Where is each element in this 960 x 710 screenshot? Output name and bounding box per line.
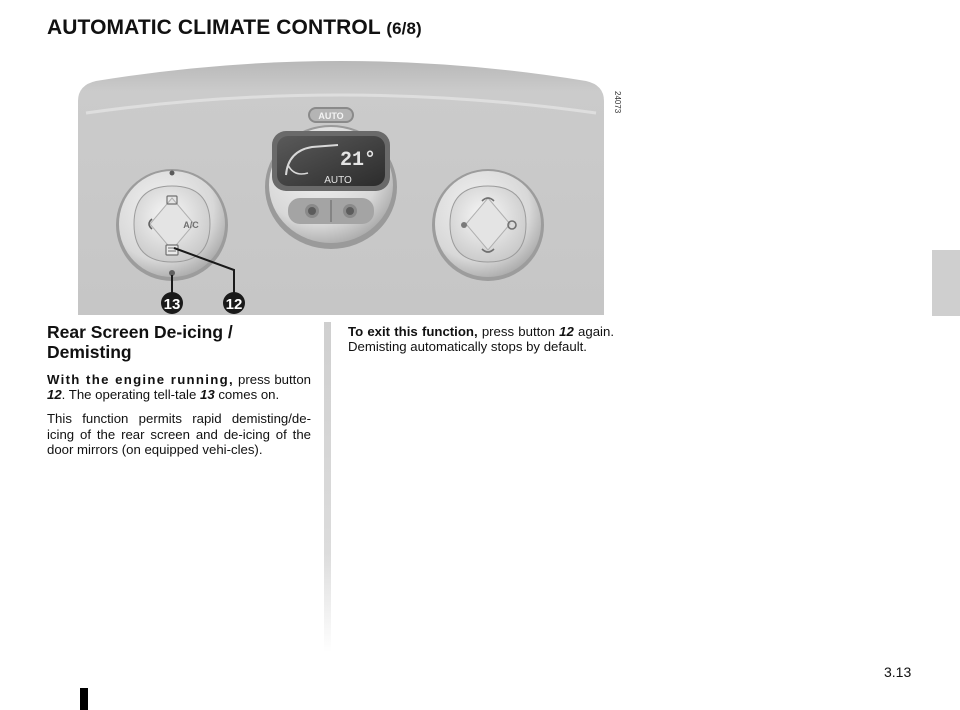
para1-text-3: comes on.: [214, 387, 280, 403]
callout-12: 12: [225, 296, 243, 313]
callout-13: 13: [163, 296, 181, 313]
lead-exit-function: To exit this function,: [348, 324, 478, 339]
para3-text-2: again. Demisting automatically stops by default.: [348, 324, 614, 355]
climate-control-illustration: [76, 55, 622, 315]
left-column: [47, 322, 311, 466]
right-column: [348, 324, 614, 363]
figure-reference: 24073: [613, 91, 622, 114]
ac-label: A/C: [183, 220, 199, 230]
para1-text-1: press button: [233, 372, 311, 387]
title-text: AUTOMATIC CLIMATE CONTROL: [47, 16, 381, 39]
section-heading: Rear Screen De-icing / Demisting: [47, 322, 233, 362]
paragraph-engine-running: [47, 372, 311, 402]
corner-mark: [80, 688, 88, 710]
display-temperature: 21°: [340, 149, 377, 172]
lead-engine-running: With the engine running,: [47, 372, 234, 387]
para1-text-2: . The operating tell-tale: [61, 387, 200, 403]
telltale-ref-13: 13: [199, 387, 215, 403]
display-mode: AUTO: [324, 175, 352, 186]
page-number: 3.13: [884, 664, 912, 680]
column-divider: [324, 322, 331, 652]
auto-button-label: AUTO: [318, 111, 344, 121]
page-title: [47, 16, 422, 40]
title-part: (6/8): [386, 19, 422, 38]
para3-text-1: press button: [477, 324, 560, 339]
paragraph-function-description: This function permits rapid demisting/de-icing of the rear screen and de-icing of the door mirrors (on equipped vehi-cles).: [47, 411, 311, 457]
chapter-tab: [932, 250, 960, 316]
button-ref-12-again: 12: [559, 324, 574, 339]
paragraph-exit-function: [348, 324, 614, 354]
button-ref-12: 12: [47, 387, 62, 403]
